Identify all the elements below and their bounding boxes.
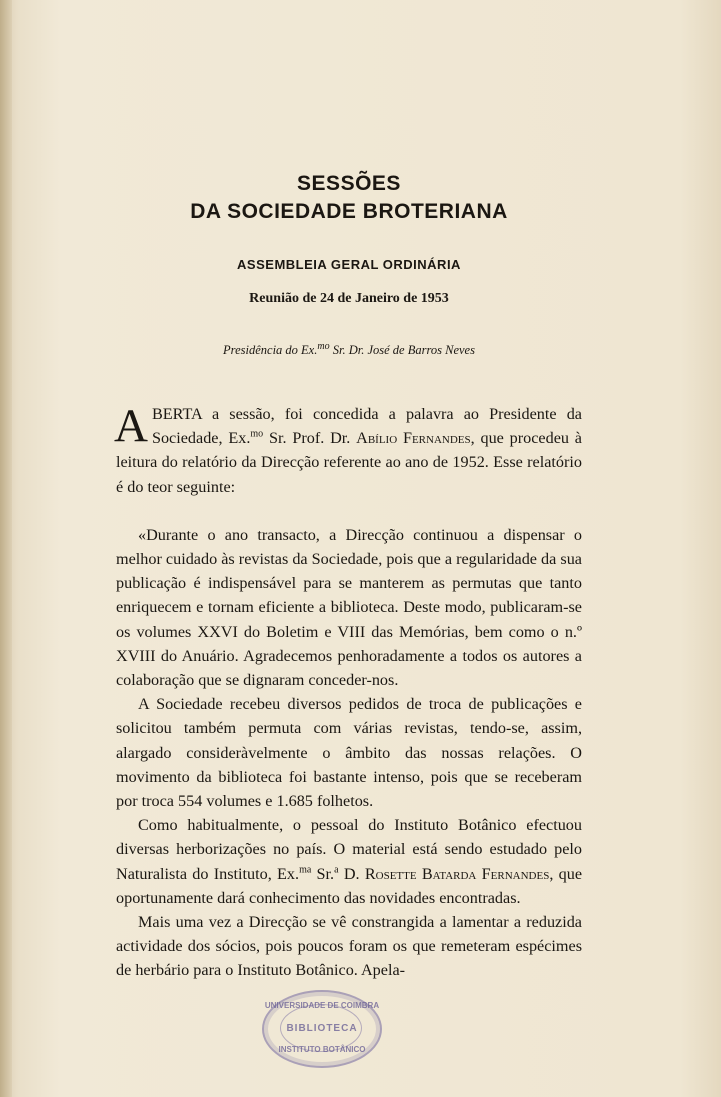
book-spine-edge xyxy=(0,0,12,1097)
paragraph-5: Mais uma vez a Direcção se vê constrangida a lamentar a reduzida actividade dos sócios, pois poucos foram os que remeteram espécimes de herbário para o Instituto Botânico. Apela- xyxy=(116,913,582,980)
stamp-line-2: BIBLIOTECA xyxy=(286,1023,358,1034)
presidency-line xyxy=(116,340,582,358)
p4-sup-1: ma xyxy=(299,864,312,876)
presidency-prefix: Presidência do Ex. xyxy=(223,343,318,357)
presidency-suffix: Sr. Dr. José de Barros Neves xyxy=(329,343,475,357)
p4-text-2: Sr. xyxy=(311,864,335,883)
title-line-1: SESSÕES xyxy=(297,172,401,195)
library-stamp xyxy=(262,990,382,1068)
presidency-sup: mo xyxy=(317,340,330,352)
paragraph-4 xyxy=(116,813,582,910)
p4-name-rosette: Rosette Batarda Fernandes xyxy=(364,864,550,883)
drop-cap: A xyxy=(114,400,148,452)
p1-name-abilio: Abílio Fernandes xyxy=(356,429,471,448)
paragraph-1 xyxy=(116,402,582,499)
p4-sup-2: a xyxy=(334,864,339,876)
title-line-2: DA SOCIEDADE BROTERIANA xyxy=(190,200,508,223)
p4-text-1: Como habitualmente, o pessoal do Instituto Botânico efectuou diversas herborizações no país. O material está sendo estudado pelo Naturalista do Instituto, Ex. xyxy=(116,816,582,883)
stamp-line-3: INSTITUTO BOTÂNICO xyxy=(278,1045,366,1054)
subtitle: ASSEMBLEIA GERAL ORDINÁRIA xyxy=(237,257,461,272)
meeting-date: Reunião de 24 de Janeiro de 1953 xyxy=(249,291,449,306)
paragraph-2: «Durante o ano transacto, a Direcção continuou a dispensar o melhor cuidado às revistas da Sociedade, pois que a regularidade da sua publicação é indispensável para se manterem as permutas que tanto enriquecem e tornam eficiente a biblioteca. Deste modo, publicaram-se os volumes XXVI do Boletim e VIII das Memórias, bem como o n.º XVIII do Anuário. Agradecemos penhoradamente a todos os autores a colaboração que se dignaram conceder-nos. xyxy=(116,525,582,690)
stamp-line-1: UNIVERSIDADE DE COIMBRA xyxy=(264,1001,380,1010)
p4-text-3: D. xyxy=(338,864,365,883)
p1-text-3: , que procedeu à leitura do relatório da Direcção referente ao ano de 1952. Esse relatório é do teor seguinte: xyxy=(116,429,582,496)
p1-sup-1: mo xyxy=(250,428,264,440)
p1-text-1: BERTA a sessão, foi concedida a palavra ao Presidente da Sociedade, Ex. xyxy=(151,405,582,448)
paragraph-3: A Sociedade recebeu diversos pedidos de troca de publicações e solicitou também permuta com várias revistas, tendo-se, assim, alargado consideràvelmente o âmbito das nossas relações. O movimento da biblioteca foi bastante intenso, pois que se receberam por troca 554 volumes e 1.685 folhetos. xyxy=(116,695,582,811)
p1-text-2: Sr. Prof. Dr. xyxy=(263,429,357,448)
p4-text-4: , que oportunamente dará conhecimento das novidades encontradas. xyxy=(116,864,583,907)
report-body xyxy=(116,402,582,983)
